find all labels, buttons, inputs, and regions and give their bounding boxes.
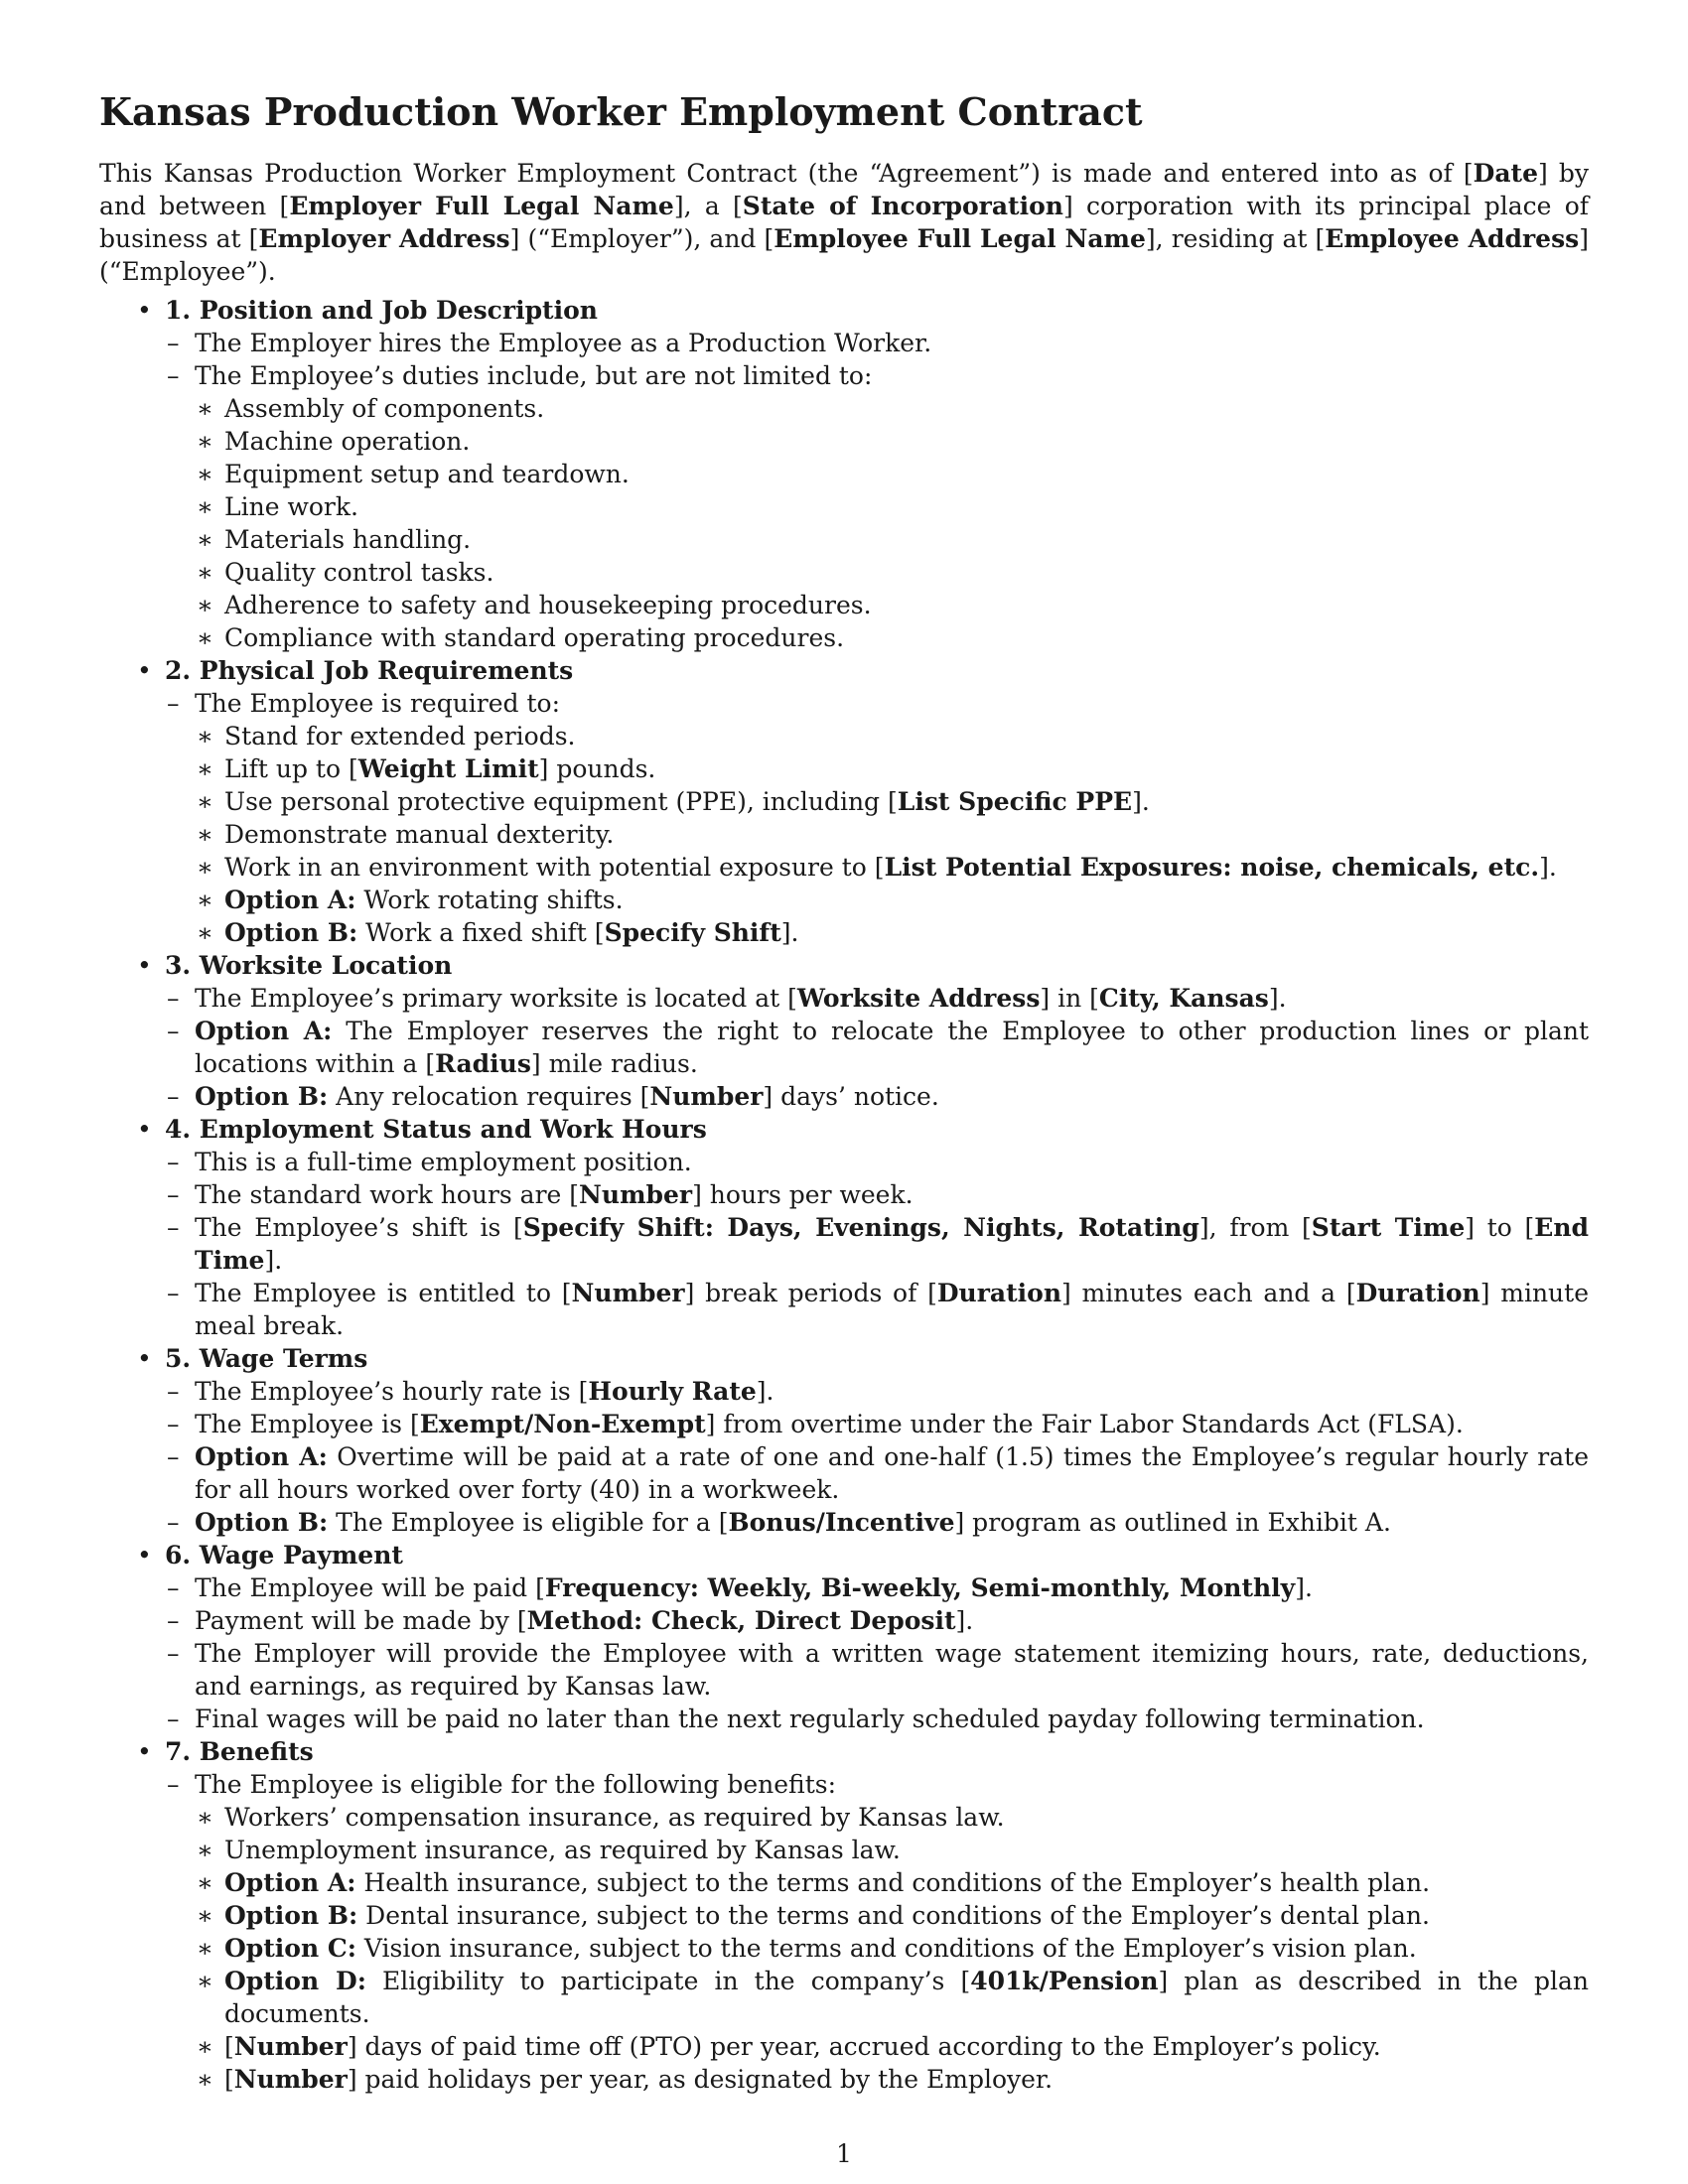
benefit-item: ∗ Option D: Eligibility to participate in the company’s [401k/Pension] plan as described in the plan documents. [195, 1965, 1589, 2030]
section-title: 4. Employment Status and Work Hours [165, 1115, 707, 1144]
section-title: 1. Position and Job Description [165, 296, 598, 325]
duty-item: ∗ Materials handling. [195, 523, 1589, 556]
section-benefits [99, 1735, 1589, 2096]
placeholder-employee-address: Employee Address [1325, 224, 1580, 253]
duty-item: ∗ Equipment setup and teardown. [195, 458, 1589, 490]
benefit-item: ∗ Option B: Dental insurance, subject to the terms and conditions of the Employer’s dental plan. [195, 1899, 1589, 1932]
contract-sections [99, 294, 1589, 2096]
benefit-item: ∗ [Number] paid holidays per year, as designated by the Employer. [195, 2063, 1589, 2096]
placeholder-employee-name: Employee Full Legal Name [774, 224, 1146, 253]
requirement-item: ∗ Use personal protective equipment (PPE), including [List Specific PPE]. [195, 785, 1589, 818]
list-item: – The Employee’s hourly rate is [Hourly Rate]. [165, 1375, 1589, 1408]
requirement-item: ∗ Option A: Work rotating shifts. [195, 884, 1589, 916]
list-item: – The standard work hours are [Number] hours per week. [165, 1178, 1589, 1211]
list-item: – The Employer hires the Employee as a Production Worker. [165, 327, 1589, 359]
duty-item: ∗ Quality control tasks. [195, 556, 1589, 589]
list-item: – The Employee’s shift is [Specify Shift: Days, Evenings, Nights, Rotating], from [Start Time] to [End Time]. [165, 1211, 1589, 1277]
section-title: 7. Benefits [165, 1737, 314, 1766]
duty-item: ∗ Machine operation. [195, 425, 1589, 458]
duty-item: ∗ Adherence to safety and housekeeping procedures. [195, 589, 1589, 621]
placeholder-date: Date [1473, 159, 1538, 188]
list-item: – The Employee’s primary worksite is located at [Worksite Address] in [City, Kansas]. [165, 982, 1589, 1015]
requirement-item: ∗ Option B: Work a fixed shift [Specify Shift]. [195, 916, 1589, 949]
benefit-item: ∗ Option C: Vision insurance, subject to the terms and conditions of the Employer’s vision plan. [195, 1932, 1589, 1965]
placeholder-state: State of Incorporation [742, 192, 1063, 220]
section-title: 6. Wage Payment [165, 1541, 403, 1570]
benefits-list [195, 1801, 1589, 2096]
section-title: 3. Worksite Location [165, 951, 453, 980]
section-employment-status [99, 1113, 1589, 1342]
list-item: – This is a full-time employment position. [165, 1146, 1589, 1178]
list-item: – Option B: Any relocation requires [Number] days’ notice. [165, 1080, 1589, 1113]
requirement-item: ∗ Demonstrate manual dexterity. [195, 818, 1589, 851]
requirements-list [195, 720, 1589, 949]
document-title: Kansas Production Worker Employment Contract [99, 89, 1143, 134]
section-title: 5. Wage Terms [165, 1344, 368, 1373]
benefit-item: ∗ Workers’ compensation insurance, as required by Kansas law. [195, 1801, 1589, 1834]
intro-paragraph: This Kansas Production Worker Employment Contract (the “Agreement”) is made and entered into as of [Date] by and between [Employer Full Legal Name], a [State of Incorporation] corporation with its principal place of business at [Employer Address] (“Employer”), and [Employee Full Legal Name], residing at [Employee Address] (“Employee”). [99, 159, 1589, 286]
list-item: – Option B: The Employee is eligible for a [Bonus/Incentive] program as outlined in Exhibit A. [165, 1506, 1589, 1539]
requirement-item: ∗ Stand for extended periods. [195, 720, 1589, 752]
requirement-item: ∗ Lift up to [Weight Limit] pounds. [195, 752, 1589, 785]
list-item: – The Employee is [Exempt/Non-Exempt] from overtime under the Fair Labor Standards Act (FLSA). [165, 1408, 1589, 1440]
duties-list [195, 392, 1589, 654]
section-wage-terms [99, 1342, 1589, 1539]
list-item: – The Employee will be paid [Frequency: Weekly, Bi-weekly, Semi-monthly, Monthly]. [165, 1571, 1589, 1604]
placeholder-employer-name: Employer Full Legal Name [289, 192, 674, 220]
list-item: – Option A: The Employer reserves the right to relocate the Employee to other production lines or plant locations within a [Radius] mile radius. [165, 1015, 1589, 1080]
section-title: 2. Physical Job Requirements [165, 656, 574, 685]
benefit-item: ∗ Option A: Health insurance, subject to the terms and conditions of the Employer’s health plan. [195, 1866, 1589, 1899]
list-item: – Final wages will be paid no later than the next regularly scheduled payday following termination. [165, 1703, 1589, 1735]
section-position [99, 294, 1589, 654]
duty-item: ∗ Assembly of components. [195, 392, 1589, 425]
document-page [99, 87, 1589, 2096]
requirement-item: ∗ Work in an environment with potential exposure to [List Potential Exposures: noise, chemicals, etc.]. [195, 851, 1589, 884]
benefit-item: ∗ Unemployment insurance, as required by Kansas law. [195, 1834, 1589, 1866]
section-worksite [99, 949, 1589, 1113]
duty-item: ∗ Compliance with standard operating procedures. [195, 621, 1589, 654]
list-item: – The Employer will provide the Employee with a written wage statement itemizing hours, rate, deductions, and earnings, as required by Kansas law. [165, 1637, 1589, 1703]
section-wage-payment [99, 1539, 1589, 1735]
list-item: – The Employee is entitled to [Number] break periods of [Duration] minutes each and a [Duration] minute meal break. [165, 1277, 1589, 1342]
benefit-item: ∗ [Number] days of paid time off (PTO) per year, accrued according to the Employer’s policy. [195, 2030, 1589, 2063]
placeholder-employer-address: Employer Address [258, 224, 510, 253]
list-item: – Option A: Overtime will be paid at a rate of one and one-half (1.5) times the Employee’s regular hourly rate for all hours worked over forty (40) in a workweek. [165, 1440, 1589, 1506]
page-number: 1 [836, 2139, 852, 2168]
list-item: – Payment will be made by [Method: Check, Direct Deposit]. [165, 1604, 1589, 1637]
list-item: – The Employee’s duties include, but are not limited to: ∗ Assembly of components. ∗ Machine operation. ∗ Equipment setup and teardown. ∗ Line work. ∗ Materials handling. ∗ Quality control tasks. ∗ Adherence to safety and housekeeping procedures. ∗ Compliance with standard operating procedures. [165, 359, 1589, 654]
section-physical-requirements [99, 654, 1589, 949]
duty-item: ∗ Line work. [195, 490, 1589, 523]
list-item: – The Employee is required to: ∗ Stand for extended periods. ∗ Lift up to [Weight Limit] pounds. ∗ Use personal protective equipment (PPE), including [List Specific PPE]. ∗ Demonstrate manual dexterity. ∗ Work in an environment with potential exposure to [List Potential Exposures: noise, chemicals, etc.]. ∗ Option A: Work rotating shifts. ∗ Option B: Work a fixed shift [Specify Shift]. [165, 687, 1589, 949]
list-item: – The Employee is eligible for the following benefits: ∗ Workers’ compensation insurance, as required by Kansas law. ∗ Unemployment insurance, as required by Kansas law. ∗ Option A: Health insurance, subject to the terms and conditions of the Employer’s health plan. ∗ Option B: Dental insurance, subject to the terms and conditions of the Employer’s dental plan. ∗ Option C: Vision insurance, subject to the terms and conditions of the Employer’s vision plan. ∗ Option D: Eligibility to participate in the company’s [401k/Pension] plan as described in the plan documents. ∗ [Number] days of paid time off (PTO) per year, accrued according to the Employer’s policy. ∗ [Number] paid holidays per year, as designated by the Employer. [165, 1768, 1589, 2096]
